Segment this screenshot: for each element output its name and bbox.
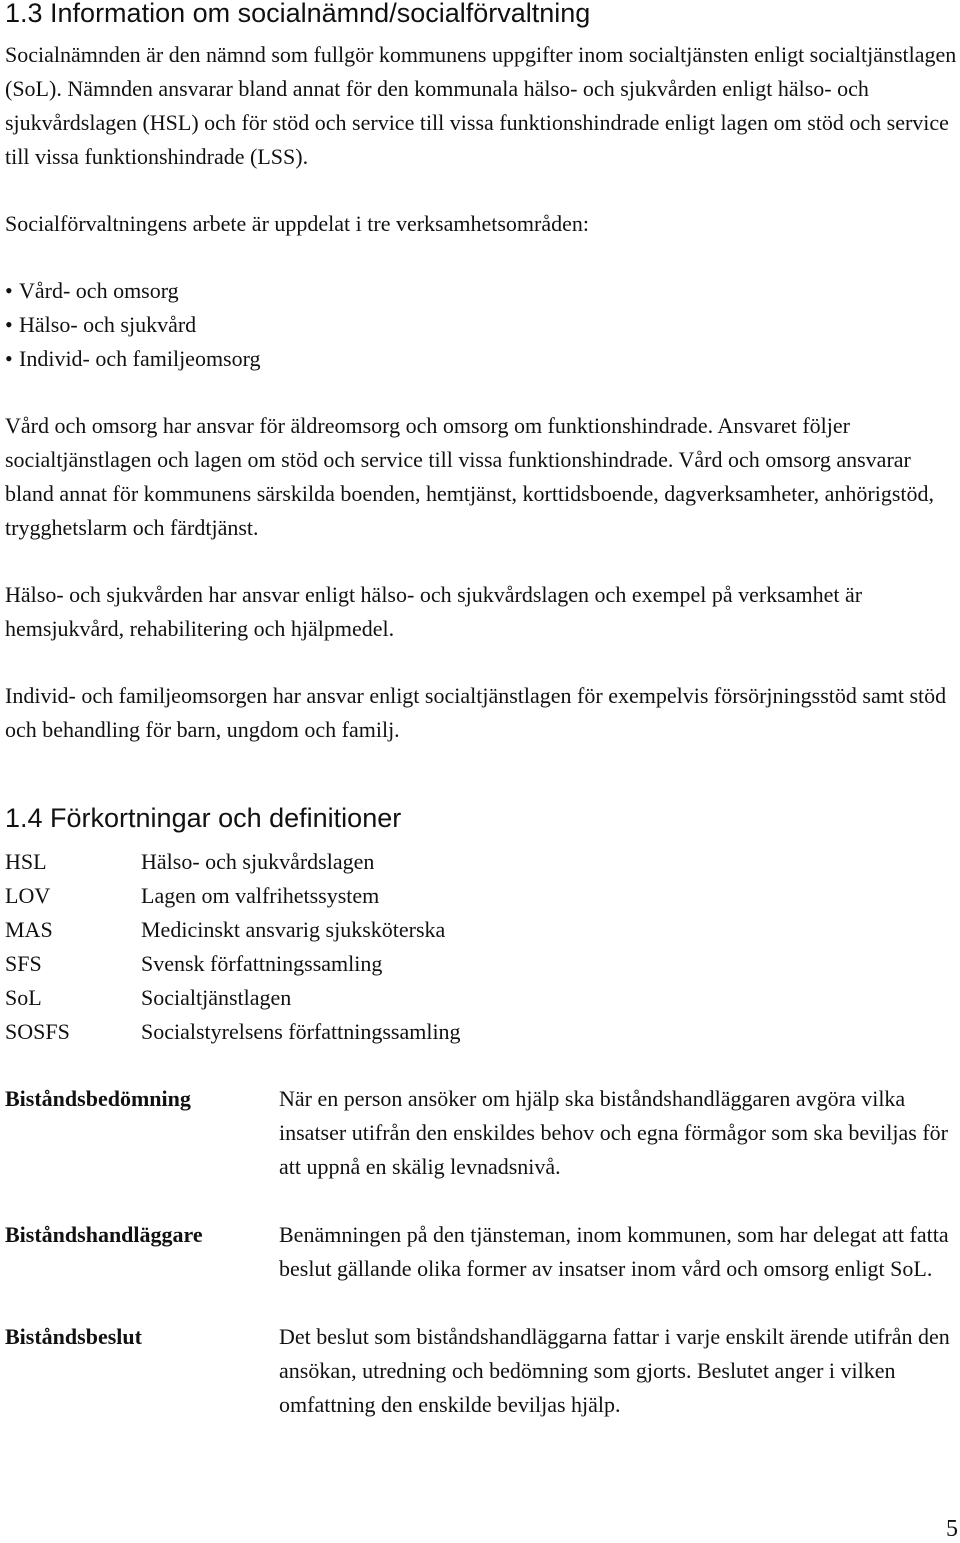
section-heading-1-4: 1.4 Förkortningar och definitioner (5, 803, 402, 833)
definition-term: Biståndsbeslut (5, 1324, 142, 1349)
paragraph-verksamhetsomraden: Socialförvaltningens arbete är uppdelat i tre verksamhetsområden: (5, 211, 590, 236)
definition-text: Benämningen på den tjänsteman, inom kommunen, som har delegat att fatta beslut gällande olika former av insatser inom vård och omsorg enligt SoL. (279, 1222, 949, 1281)
bullet-icon: • (5, 278, 13, 303)
section-heading-1-3: 1.3 Information om socialnämnd/socialförvaltning (5, 0, 591, 28)
table-row: SoL Socialtjänstlagen (5, 985, 292, 1010)
definition-term: Biståndshandläggare (5, 1222, 203, 1247)
paragraph-socialnamnden: Socialnämnden är den nämnd som fullgör kommunens uppgifter inom socialtjänsten enligt socialtjänstlagen (SoL). Nämnden ansvarar bland annat för den kommunala hälso- och sjukvården enligt hälso- och sjukvårdslagen (HSL) och för stöd och service till vissa funktionshindrade enligt lagen om stöd och service till vissa funktionshindrade (LSS). (5, 42, 957, 169)
definition-table (5, 1082, 960, 1422)
table-row: LOV Lagen om valfrihetssystem (5, 883, 380, 908)
bullet-icon: • (5, 312, 13, 337)
bullet-list (5, 274, 261, 376)
list-item: • Vård- och omsorg (5, 274, 261, 308)
abbreviation-table (5, 845, 461, 1049)
table-row: HSL Hälso- och sjukvårdslagen (5, 849, 375, 874)
paragraph-vard-och-omsorg: Vård och omsorg har ansvar för äldreomsorg och omsorg om funktionshindrade. Ansvaret följer socialtjänstlagen och lagen om stöd och service till vissa funktionshindrade. Vård och omsorg ansvarar bland annat för kommunens särskilda boenden, hemtjänst, korttidsboende, dagverksamheter, anhörigstöd, trygghetslarm och färdtjänst. (5, 413, 935, 540)
paragraph-individ-och-familjeomsorg: Individ- och familjeomsorgen har ansvar enligt socialtjänstlagen för exempelvis försörjningsstöd samt stöd och behandling för barn, ungdom och familj. (5, 683, 947, 742)
table-row: SOSFS Socialstyrelsens författningssamling (5, 1019, 461, 1044)
bullet-icon: • (5, 346, 13, 371)
page-number: 5 (946, 1516, 958, 1542)
table-row: MAS Medicinskt ansvarig sjuksköterska (5, 917, 446, 942)
definition-text: Det beslut som biståndshandläggarna fattar i varje enskilt ärende utifrån den ansökan, utredning och bedömning som gjorts. Beslutet anger i vilken omfattning den enskilde beviljas hjälp. (279, 1324, 950, 1417)
table-row: SFS Svensk författningssamling (5, 951, 383, 976)
table-row (5, 1218, 960, 1286)
definition-text: När en person ansöker om hjälp ska biståndshandläggaren avgöra vilka insatser utifrån den enskildes behov och egna förmågor som ska beviljas för att uppnå en skälig levnadsnivå. (279, 1086, 948, 1179)
paragraph-halso-och-sjukvard: Hälso- och sjukvården har ansvar enligt hälso- och sjukvårdslagen och exempel på verksamhet är hemsjukvård, rehabilitering och hjälpmedel. (5, 582, 863, 641)
table-row (5, 1082, 960, 1184)
table-row (5, 1320, 960, 1422)
list-item: • Individ- och familjeomsorg (5, 342, 261, 376)
list-item: • Hälso- och sjukvård (5, 308, 261, 342)
definition-term: Biståndsbedömning (5, 1086, 191, 1111)
